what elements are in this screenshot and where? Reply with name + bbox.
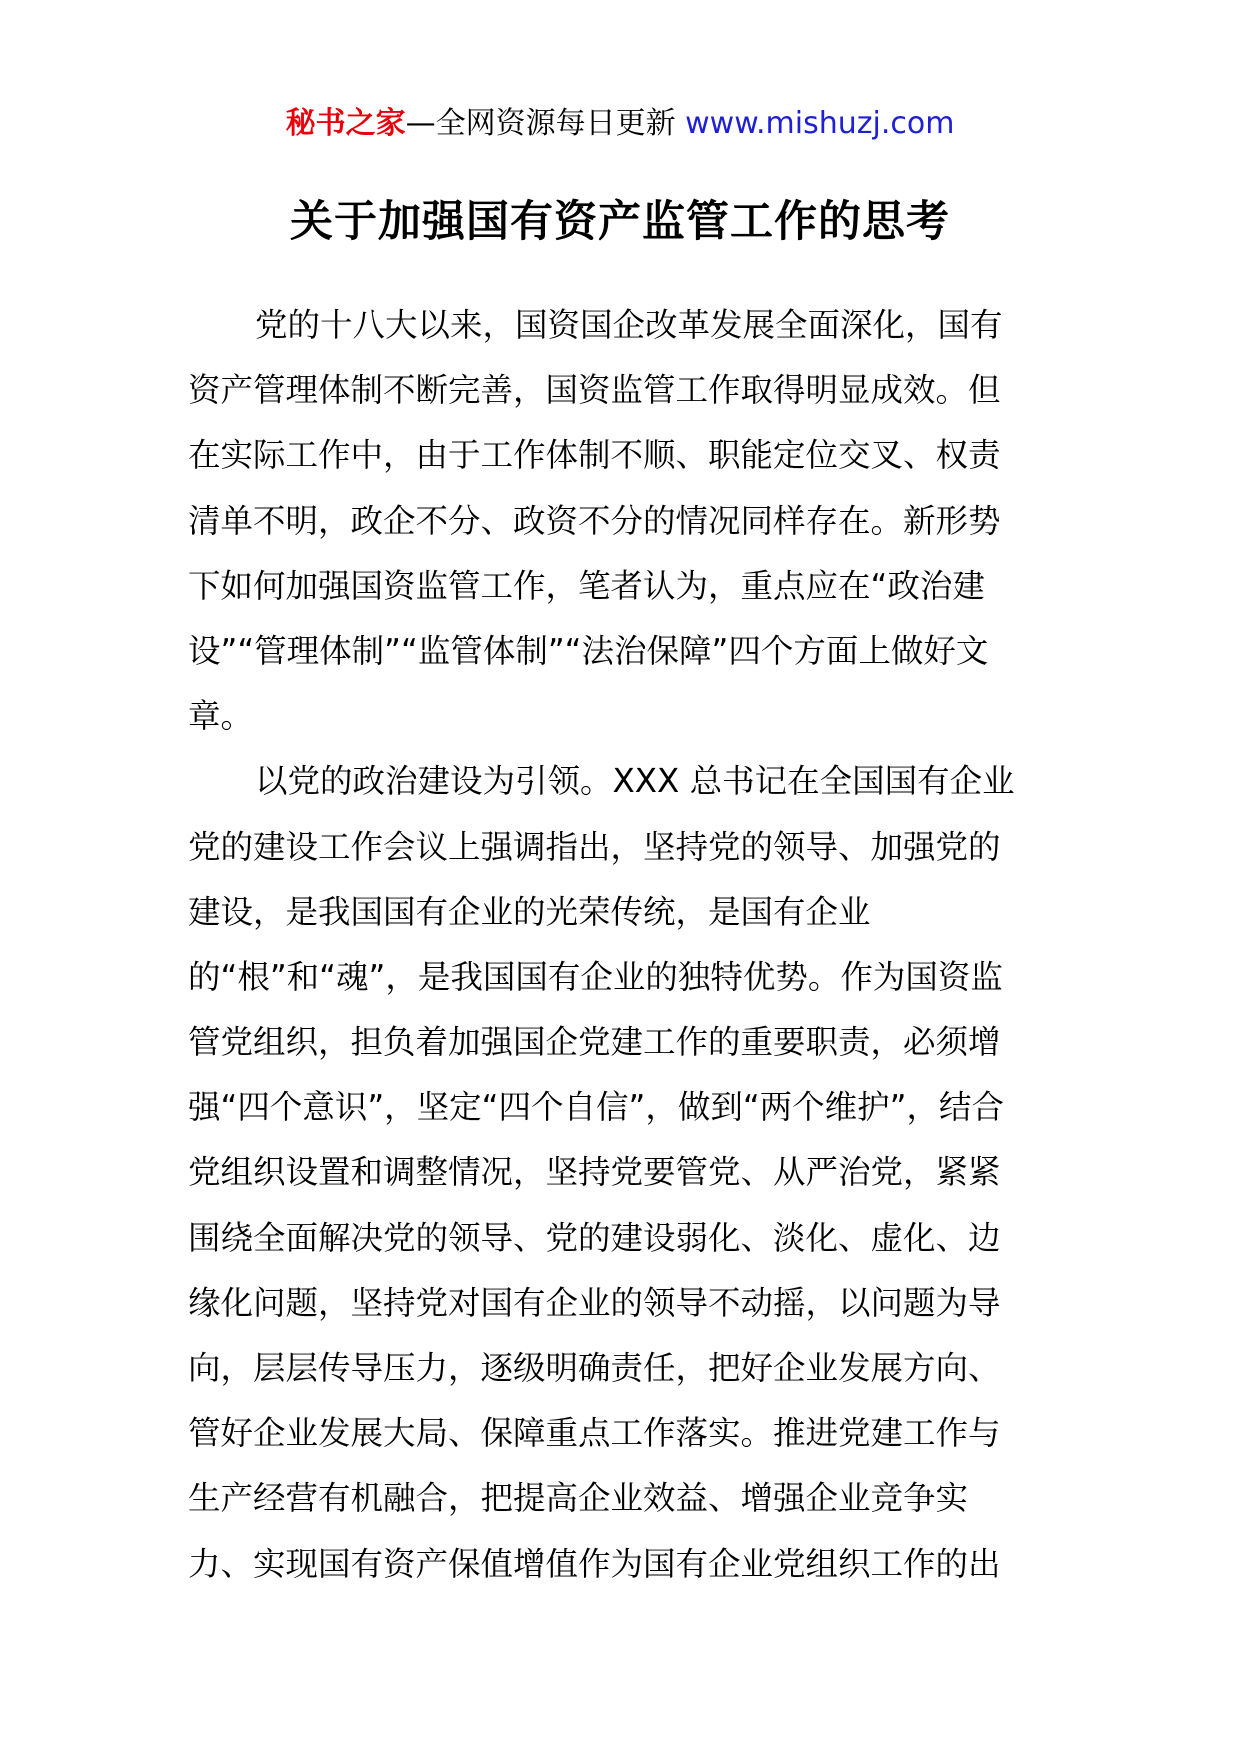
paragraph-2-line: 生产经营有机融合，把提高企业效益、增强企业竞争实 [188,1479,969,1518]
paragraph-2-line: 强“四个意识”，坚定“四个自信”，做到“两个维护”，结合 [188,1088,1005,1127]
document-title: 关于加强国有资产监管工作的思考 [290,197,950,247]
paragraph-1-line: 下如何加强国资监管工作，笔者认为，重点应在“政治建 [188,566,985,605]
paragraph-1-line: 资产管理体制不断完善，国资监管工作取得明显成效。但 [188,371,1001,410]
paragraph-2-line: 党组织设置和调整情况，坚持党要管党、从严治党，紧紧 [188,1153,1001,1192]
paragraph-1-line: 在实际工作中，由于工作体制不顺、职能定位交叉、权责 [188,436,1001,475]
document-body [188,293,1048,1597]
paragraph-2-line: 以党的政治建设为引领。XXX 总书记在全国国有企业 [255,762,1015,801]
paragraph-1-line: 设”“管理体制”“监管体制”“法治保障”四个方面上做好文 [188,631,989,670]
paragraph-1-line: 党的十八大以来，国资国企改革发展全面深化，国有 [255,306,1003,344]
paragraph-2-line: 的“根”和“魂”，是我国国有企业的独特优势。作为国资监 [188,957,1003,996]
paragraph-2-line: 党的建设工作会议上强调指出，坚持党的领导、加强党的 [188,827,1001,866]
paragraph-2-line: 建设，是我国国有企业的光荣传统，是国有企业 [188,892,871,931]
site-slogan: —全网资源每日更新 [405,106,686,141]
paragraph-2-line: 力、实现国有资产保值增值作为国有企业党组织工作的出 [188,1544,1001,1583]
site-url-link[interactable]: www.mishuzj.com [685,106,955,141]
paragraph-2-line: 向，层层传导压力，逐级明确责任，把好企业发展方向、 [188,1349,1001,1387]
paragraph-2-line: 管党组织，担负着加强国企党建工作的重要职责，必须增 [188,1023,1001,1062]
paragraph-2-line: 管好企业发展大局、保障重点工作落实。推进党建工作与 [188,1414,1001,1453]
paragraph-2-line: 缘化问题，坚持党对国有企业的领导不动摇，以问题为导 [188,1283,1001,1322]
paragraph-1-line: 清单不明，政企不分、政资不分的情况同样存在。新形势 [188,501,1001,540]
paragraph-1-line: 章。 [188,697,254,736]
paragraph-2-line: 围绕全面解决党的领导、党的建设弱化、淡化、虚化、边 [188,1218,1001,1257]
site-header [0,102,1240,146]
site-name: 秘书之家 [285,106,406,141]
